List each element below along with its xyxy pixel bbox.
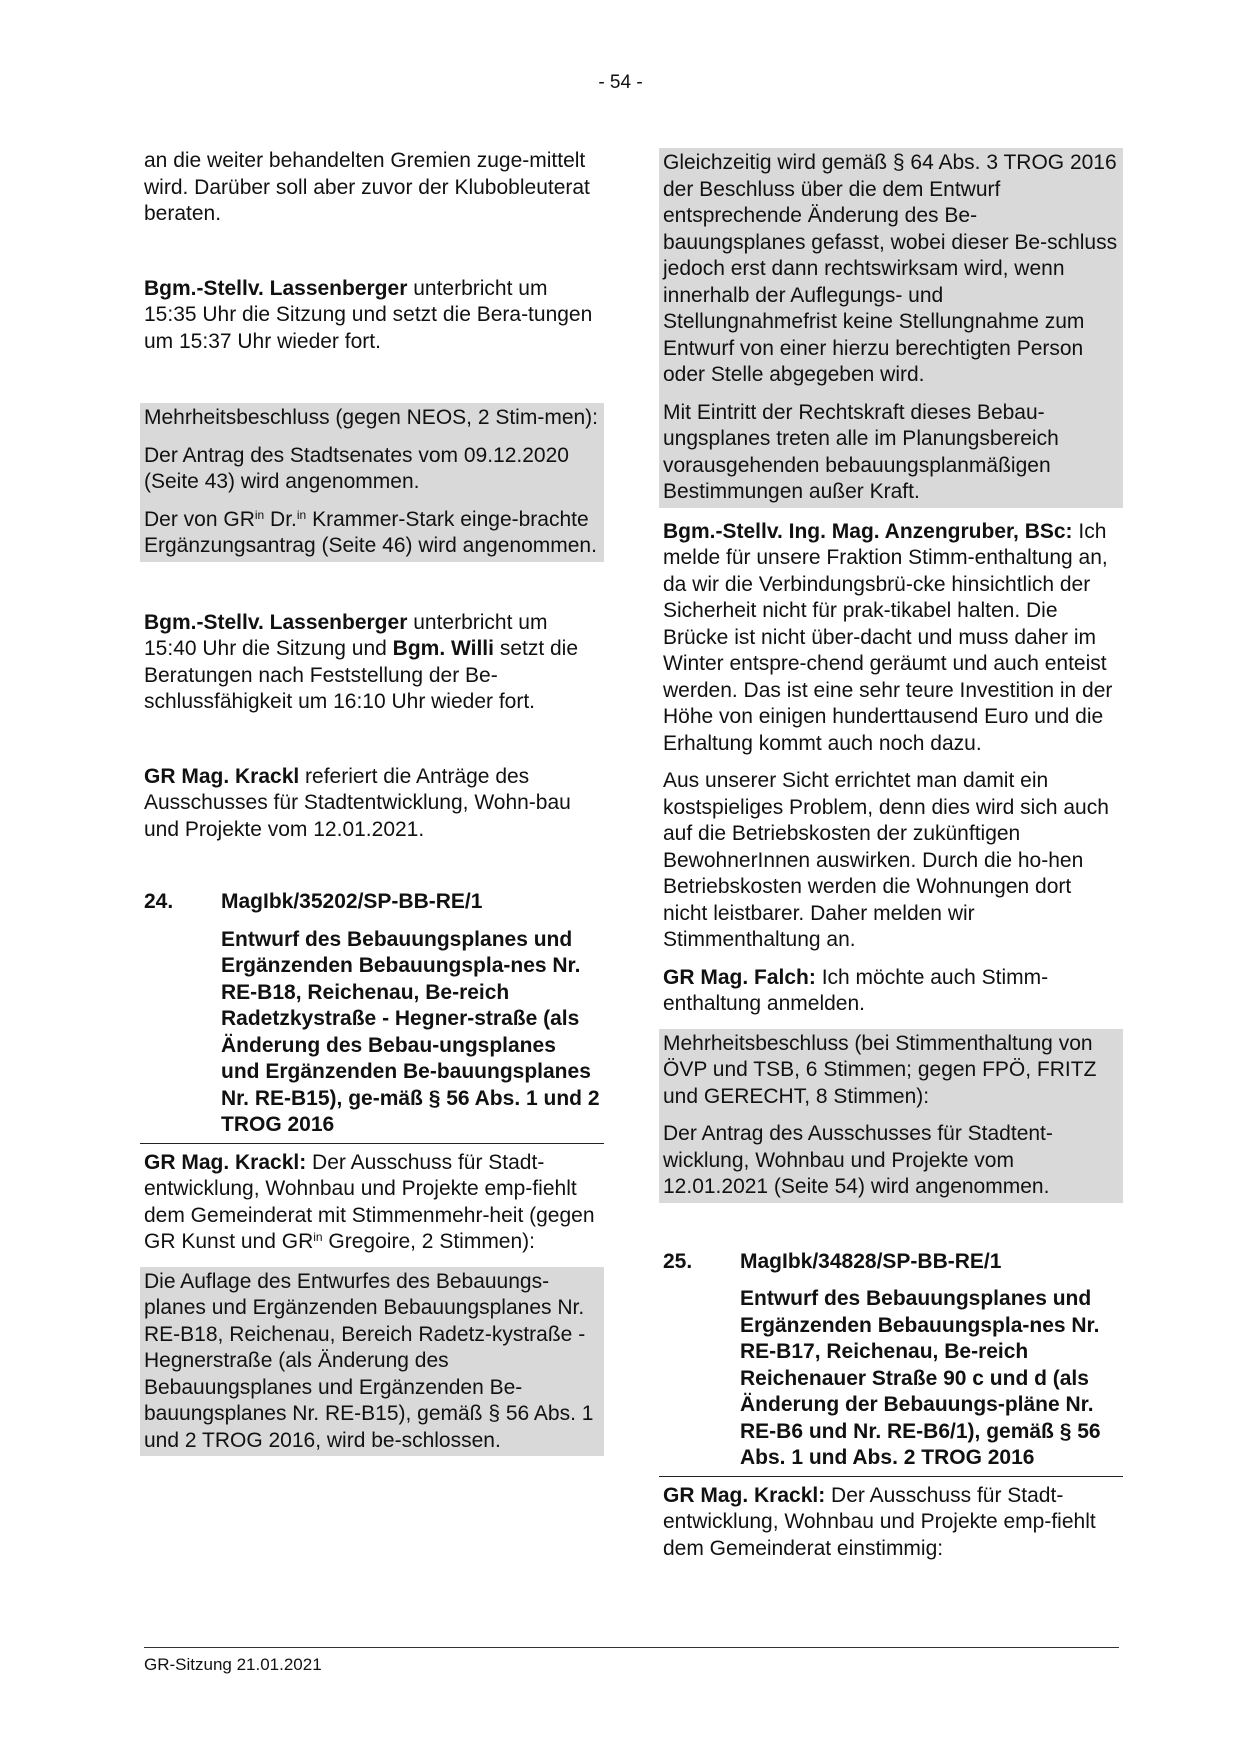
agenda-item-number: 25. — [663, 1249, 693, 1273]
speaker-name: Bgm.-Stellv. Lassenberger — [144, 276, 408, 300]
footer-session-date: GR-Sitzung 21.01.2021 — [144, 1655, 322, 1674]
left-column — [144, 148, 600, 1456]
paragraph-continuation: an die weiter behandelten Gremien zuge-mittelt wird. Darüber soll aber zuvor der Klubobleuterat beraten. — [144, 149, 590, 225]
paragraph-statement-continued: Aus unserer Sicht errichtet man damit ein kostspieliges Problem, denn dies wird sich auch auf die Betriebskosten der zukünftigen BewohnerInnen auswirken. Durch die ho-hen Betriebskosten werden die Wohnungen dort nicht leistbarer. Daher melden wir Stimmenthaltung an. — [663, 769, 1109, 951]
resolution-box-2 — [140, 1267, 604, 1457]
resolution-text: Gleichzeitig wird gemäß § 64 Abs. 3 TROG 2016 der Beschluss über die dem Entwurf entsprechende Änderung des Be-bauungsplanes gefasst, wobei dieser Be-schluss jedoch erst dann rechtswirksam wird, wenn innerhalb der Auflegungs- und Stellungnahmefrist keine Stellungnahme zum Entwurf von einer hierzu berechtigten Person oder Stelle abgegeben wird. — [663, 151, 1118, 386]
right-column — [663, 148, 1119, 1562]
paragraph-statement-anzengruber: Bgm.-Stellv. Ing. Mag. Anzengruber, BSc: Ich melde für unsere Fraktion Stimm-enthaltung an, da wir die Verbindungsbrü-cke hinsichtlich der Sicherheit nicht für prak-tikabel halten. Die Brücke ist nicht über-dacht und muss daher im Winter entspre-chend geräumt und auch enteist werden. Das ist eine sehr teure Investition in der Höhe von einigen hunderttausend Euro und die Erhaltung kommt auch noch dazu. — [663, 519, 1113, 755]
resolution-majority: Mehrheitsbeschluss (bei Stimmenthaltung von ÖVP und TSB, 6 Stimmen; gegen FPÖ, FRITZ und GERECHT, 8 Stimmen): — [663, 1031, 1097, 1108]
agenda-item-heading — [663, 1249, 1119, 1276]
resolution-majority: Mehrheitsbeschluss (gegen NEOS, 2 Stim-men): — [144, 406, 599, 429]
divider — [140, 1143, 604, 1144]
footer-divider — [144, 1647, 1119, 1648]
paragraph-committee-recommendation: GR Mag. Krackl: Der Ausschuss für Stadt-entwicklung, Wohnbau und Projekte emp-fiehlt dem Gemeinderat einstimmig: — [663, 1483, 1096, 1560]
resolution-box-4 — [659, 1029, 1123, 1203]
speaker-name: GR Mag. Krackl: — [663, 1483, 826, 1507]
resolution-amendment: Der von $GR^{in}$ Dr.$^{in}$ Krammer-Stark einge-brachte Ergänzungsantrag (Seite 46) wird angenommen. — [144, 507, 597, 557]
agenda-item-code: MagIbk/35202/SP-BB-RE/1 — [221, 890, 483, 913]
resolution-text: Der Antrag des Stadtsenates vom 09.12.2020 (Seite 43) wird angenommen. — [144, 443, 569, 493]
agenda-item-24 — [144, 889, 600, 1144]
resolution-text: Der Antrag des Ausschusses für Stadtent-wicklung, Wohnbau und Projekte vom 12.01.2021 (Seite 54) wird angenommen. — [663, 1122, 1053, 1198]
agenda-item-25 — [663, 1249, 1119, 1477]
paragraph-statement-falch: GR Mag. Falch: Ich möchte auch Stimm-enthaltung anmelden. — [663, 965, 1049, 1015]
page-number: - 54 - — [598, 72, 643, 93]
speaker-name: GR Mag. Krackl: — [144, 1150, 307, 1174]
resolution-box-1 — [140, 403, 604, 562]
resolution-text: Mit Eintritt der Rechtskraft dieses Bebau-ungsplanes treten alle im Planungsbereich vorausgehenden bebauungsplanmäßigen Bestimmungen außer Kraft. — [663, 400, 1059, 503]
paragraph-report-intro: GR Mag. Krackl referiert die Anträge des Ausschusses für Stadtentwicklung, Wohn-bau und Projekte vom 12.01.2021. — [144, 764, 571, 841]
resolution-box-3 — [659, 148, 1123, 508]
divider — [659, 1476, 1123, 1477]
agenda-item-code: MagIbk/34828/SP-BB-RE/1 — [740, 1249, 1002, 1273]
speaker-name: Bgm. Willi — [392, 637, 494, 660]
agenda-item-number: 24. — [144, 890, 174, 913]
resolution-text: Die Auflage des Entwurfes des Bebauungs-planes und Ergänzenden Bebauungsplanes Nr. RE-B18, Reichenau, Bereich Radetz-kystraße - Hegnerstraße (als Änderung des Bebauungsplanes und Ergänzenden Be-bauungsplanes Nr. RE-B15), gemäß § 56 Abs. 1 und 2 TROG 2016, wird be-schlossen. — [144, 1269, 594, 1452]
speaker-name: GR Mag. Falch: — [663, 965, 816, 989]
speaker-name: Bgm.-Stellv. Ing. Mag. Anzengruber, BSc: — [663, 519, 1073, 543]
agenda-item-title: Entwurf des Bebauungsplanes und Ergänzenden Bebauungspla-nes Nr. RE-B18, Reichenau, Be-reich Radetzkystraße - Hegner-straße (als Änderung des Bebau-ungsplanes und Ergänzenden Be-bauungsplanes Nr. RE-B15), ge-mäß § 56 Abs. 1 und 2 TROG 2016 — [221, 927, 600, 1136]
speaker-name: GR Mag. Krackl — [144, 764, 300, 788]
paragraph-committee-recommendation: GR Mag. Krackl: Der Ausschuss für Stadt-entwicklung, Wohnbau und Projekte emp-fiehlt dem Gemeinderat mit Stimmenmehr-heit (gegen GR Kunst und $GR^{in}$ Gregoire, 2 Stimmen): — [144, 1150, 595, 1253]
paragraph-session-break-1: Bgm.-Stellv. Lassenberger unterbricht um 15:35 Uhr die Sitzung und setzt die Bera-tungen um 15:37 Uhr wieder fort. — [144, 276, 593, 353]
speaker-name: Bgm.-Stellv. Lassenberger — [144, 610, 408, 634]
agenda-item-heading — [144, 889, 600, 916]
agenda-item-title: Entwurf des Bebauungsplanes und Ergänzenden Bebauungspla-nes Nr. RE-B17, Reichenau, Be-reich Reichenauer Straße 90 c und d (als Änderung der Bebauungs-pläne Nr. RE-B6 und Nr. RE-B6/1), gemäß § 56 Abs. 1 und Abs. 2 TROG 2016 — [740, 1287, 1101, 1469]
paragraph-session-break-2: Bgm.-Stellv. Lassenberger unterbricht um 15:40 Uhr die Sitzung und Bgm. Willi setzt die Beratungen nach Feststellung der Be-schlussfähigkeit um 16:10 Uhr wieder fort. — [144, 610, 579, 713]
